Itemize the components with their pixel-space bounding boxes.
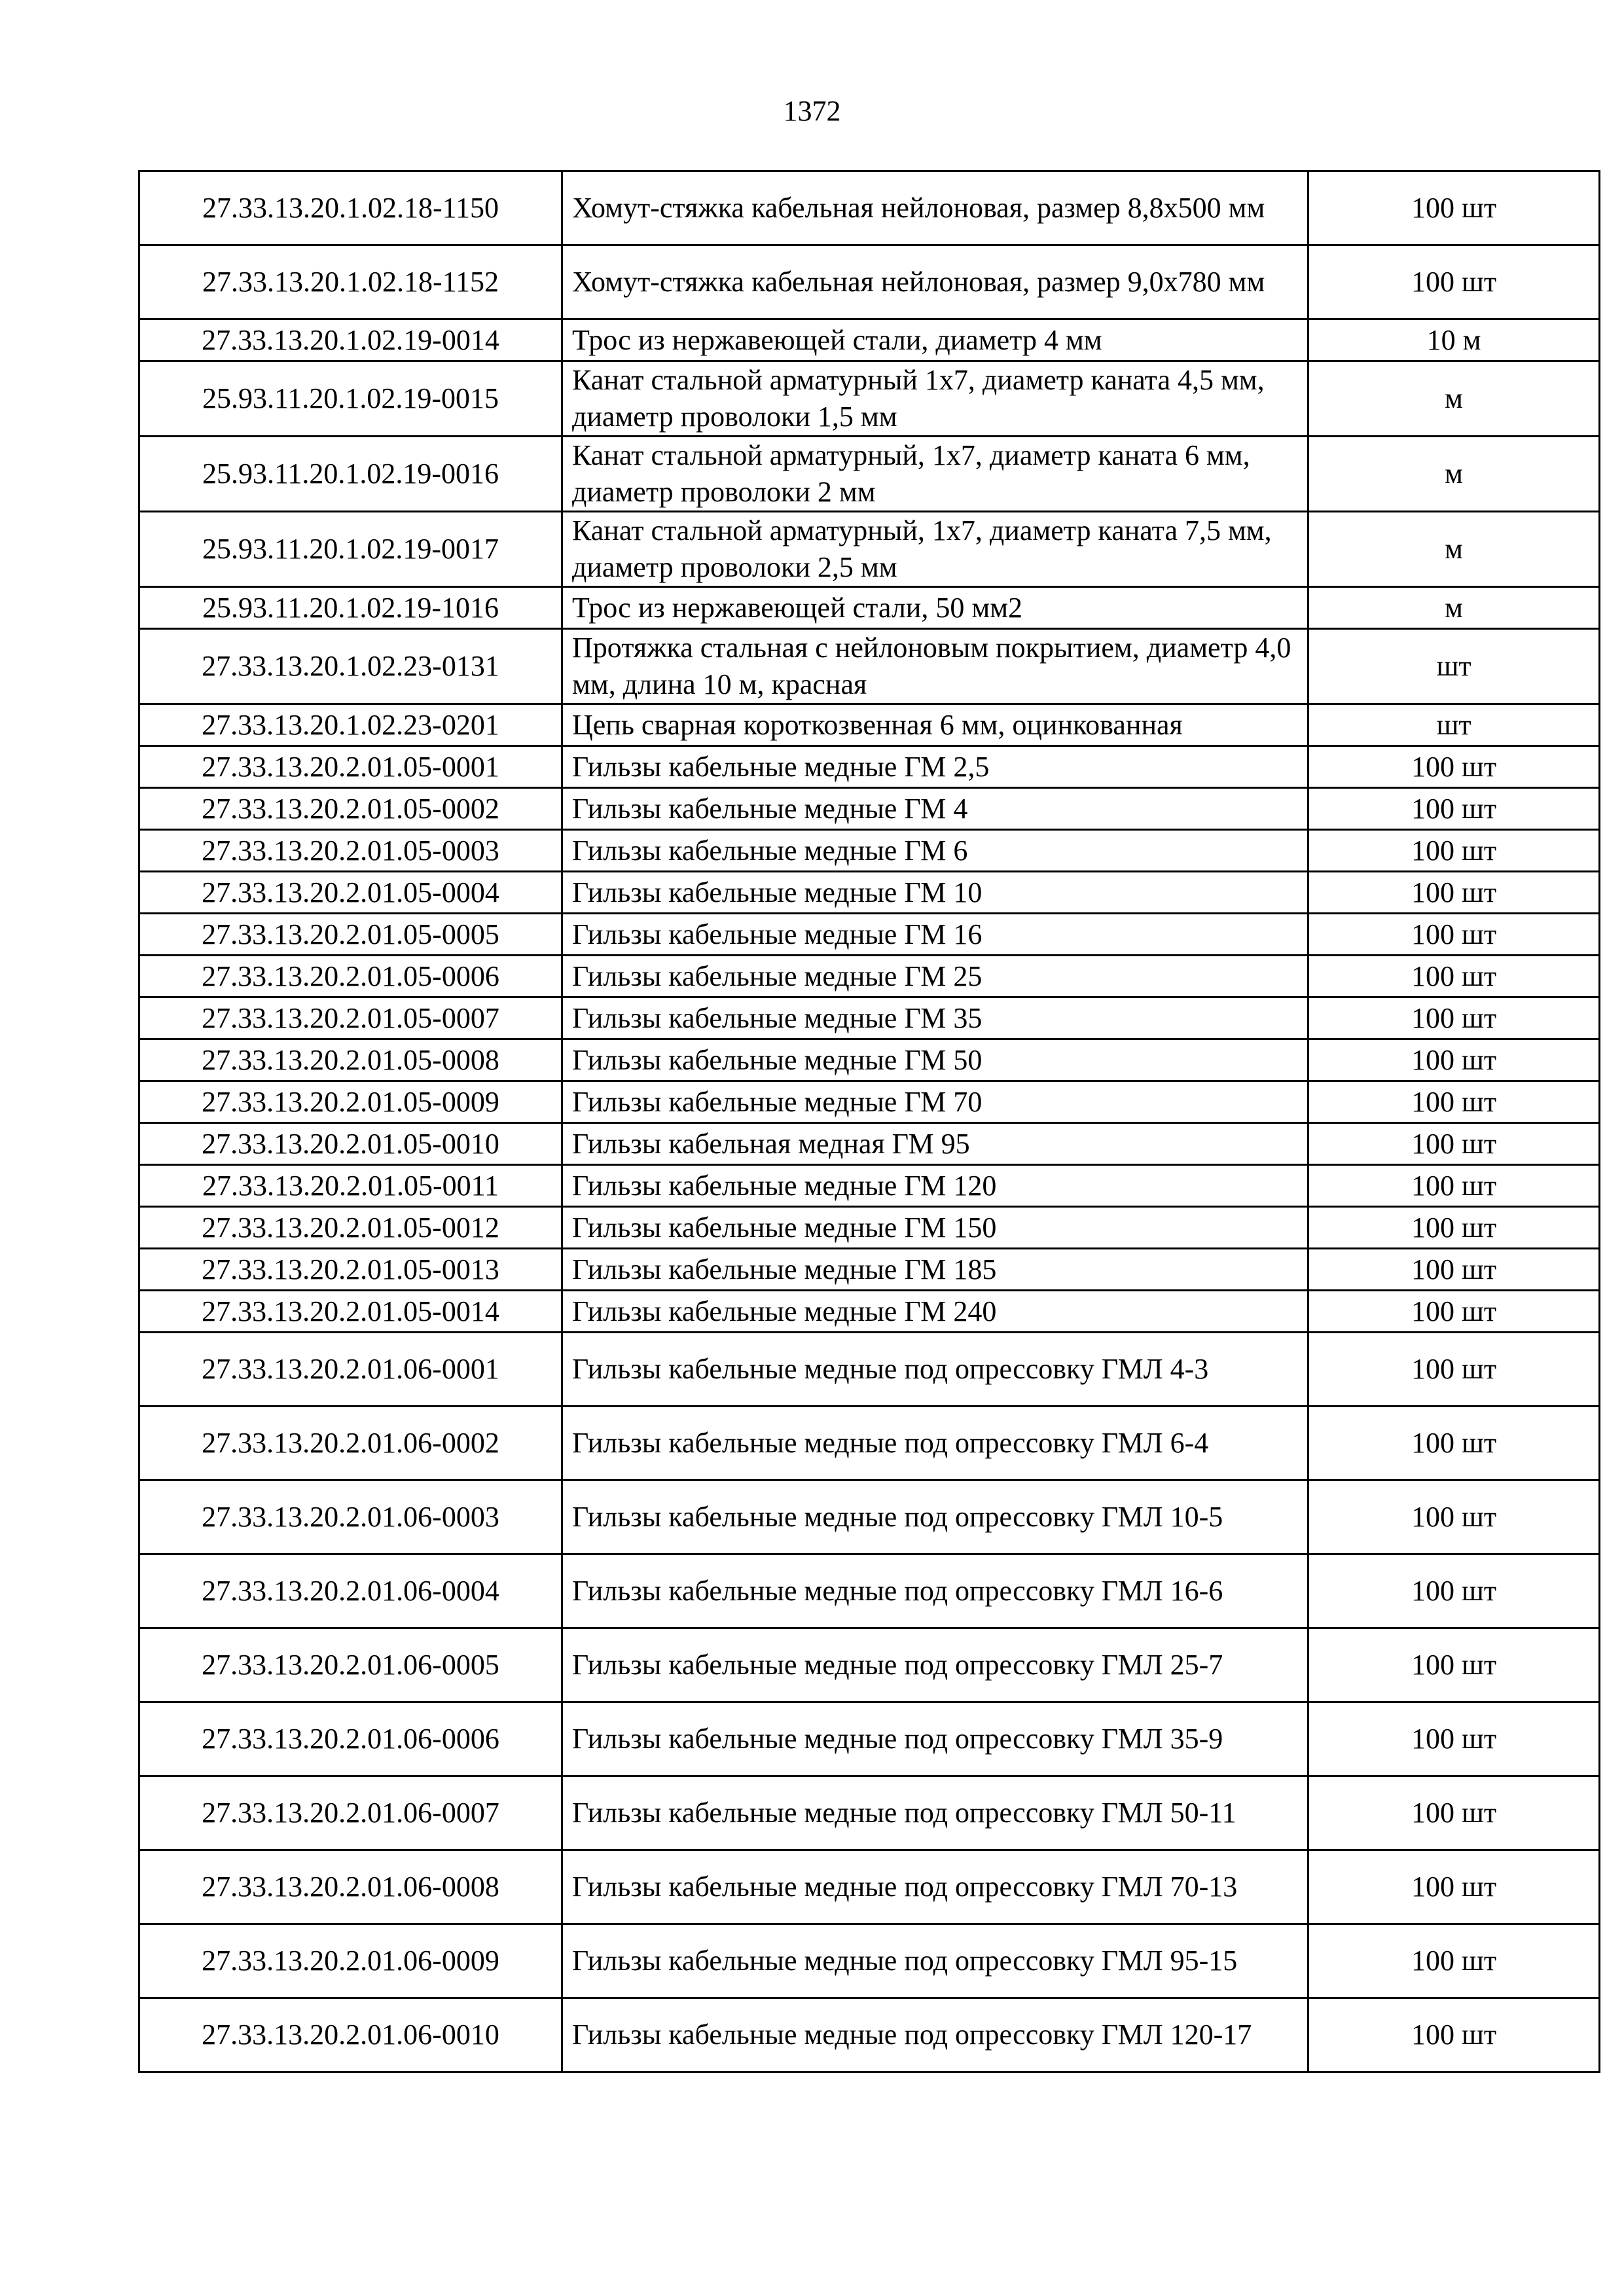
- table-row: [139, 1407, 1600, 1480]
- item-code: 27.33.13.20.2.01.06-0001: [139, 1333, 562, 1407]
- item-unit: 100 шт: [1308, 1998, 1600, 2072]
- item-name: Гильзы кабельные медные под опрессовку ГМЛ 16-6: [562, 1554, 1308, 1628]
- item-name: Гильзы кабельная медная ГМ 95: [562, 1123, 1308, 1165]
- table-row: [139, 629, 1600, 704]
- item-name: Гильзы кабельные медные ГМ 25: [562, 956, 1308, 997]
- item-name: Трос из нержавеющей стали, 50 мм2: [562, 587, 1308, 629]
- item-name: Гильзы кабельные медные под опрессовку ГМЛ 70-13: [562, 1850, 1308, 1924]
- item-code: 27.33.13.20.2.01.05-0014: [139, 1291, 562, 1333]
- item-unit: 100 шт: [1308, 1850, 1600, 1924]
- item-code: 27.33.13.20.2.01.05-0001: [139, 746, 562, 788]
- table-row: [139, 437, 1600, 512]
- table-row: [139, 1081, 1600, 1123]
- table-row: [139, 1924, 1600, 1998]
- item-code: 27.33.13.20.1.02.19-0014: [139, 319, 562, 361]
- item-name: Гильзы кабельные медные ГМ 50: [562, 1039, 1308, 1081]
- item-unit: 100 шт: [1308, 872, 1600, 914]
- table-row: [139, 1039, 1600, 1081]
- item-unit: шт: [1308, 704, 1600, 746]
- item-code: 27.33.13.20.2.01.06-0009: [139, 1924, 562, 1998]
- item-name: Гильзы кабельные медные ГМ 120: [562, 1165, 1308, 1207]
- item-name: Канат стальной арматурный, 1х7, диаметр каната 6 мм, диаметр проволоки 2 мм: [562, 437, 1308, 512]
- item-code: 27.33.13.20.2.01.06-0003: [139, 1480, 562, 1554]
- table-row: [139, 997, 1600, 1039]
- item-name: Гильзы кабельные медные ГМ 70: [562, 1081, 1308, 1123]
- item-unit: 100 шт: [1308, 956, 1600, 997]
- item-name: Канат стальной арматурный 1х7, диаметр каната 4,5 мм, диаметр проволоки 1,5 мм: [562, 361, 1308, 437]
- items-table: [138, 170, 1600, 2073]
- item-name: Гильзы кабельные медные ГМ 4: [562, 788, 1308, 830]
- item-code: 27.33.13.20.2.01.05-0009: [139, 1081, 562, 1123]
- item-code: 27.33.13.20.2.01.06-0010: [139, 1998, 562, 2072]
- item-name: Гильзы кабельные медные ГМ 10: [562, 872, 1308, 914]
- item-code: 27.33.13.20.2.01.06-0008: [139, 1850, 562, 1924]
- item-unit: 100 шт: [1308, 1291, 1600, 1333]
- item-unit: 100 шт: [1308, 1123, 1600, 1165]
- item-unit: 100 шт: [1308, 1333, 1600, 1407]
- item-code: 27.33.13.20.2.01.05-0006: [139, 956, 562, 997]
- item-code: 27.33.13.20.1.02.23-0201: [139, 704, 562, 746]
- item-unit: 100 шт: [1308, 830, 1600, 872]
- item-code: 25.93.11.20.1.02.19-0017: [139, 512, 562, 587]
- table-row: [139, 1480, 1600, 1554]
- page-number: 1372: [783, 95, 841, 127]
- table-row: [139, 1165, 1600, 1207]
- table-row: [139, 1249, 1600, 1291]
- item-code: 25.93.11.20.1.02.19-0016: [139, 437, 562, 512]
- item-name: Гильзы кабельные медные ГМ 16: [562, 914, 1308, 956]
- item-unit: 100 шт: [1308, 1407, 1600, 1480]
- table-row: [139, 1207, 1600, 1249]
- item-code: 27.33.13.20.1.02.23-0131: [139, 629, 562, 704]
- item-code: 27.33.13.20.2.01.05-0010: [139, 1123, 562, 1165]
- item-name: Гильзы кабельные медные ГМ 2,5: [562, 746, 1308, 788]
- table-row: [139, 171, 1600, 245]
- item-name: Гильзы кабельные медные под опрессовку ГМЛ 95-15: [562, 1924, 1308, 1998]
- table-row: [139, 512, 1600, 587]
- table-row: [139, 956, 1600, 997]
- item-name: Канат стальной арматурный, 1х7, диаметр каната 7,5 мм, диаметр проволоки 2,5 мм: [562, 512, 1308, 587]
- item-name: Хомут-стяжка кабельная нейлоновая, размер 8,8х500 мм: [562, 171, 1308, 245]
- item-code: 25.93.11.20.1.02.19-0015: [139, 361, 562, 437]
- item-unit: 100 шт: [1308, 245, 1600, 319]
- item-unit: м: [1308, 587, 1600, 629]
- item-code: 27.33.13.20.2.01.06-0006: [139, 1702, 562, 1776]
- item-name: Гильзы кабельные медные под опрессовку ГМЛ 50-11: [562, 1776, 1308, 1850]
- table-row: [139, 1628, 1600, 1702]
- item-unit: 100 шт: [1308, 1039, 1600, 1081]
- item-unit: 100 шт: [1308, 1554, 1600, 1628]
- item-name: Гильзы кабельные медные под опрессовку ГМЛ 25-7: [562, 1628, 1308, 1702]
- item-name: Гильзы кабельные медные под опрессовку ГМЛ 6-4: [562, 1407, 1308, 1480]
- item-code: 27.33.13.20.2.01.05-0012: [139, 1207, 562, 1249]
- item-unit: 100 шт: [1308, 1702, 1600, 1776]
- item-code: 27.33.13.20.1.02.18-1150: [139, 171, 562, 245]
- item-unit: 100 шт: [1308, 1480, 1600, 1554]
- item-unit: 100 шт: [1308, 1924, 1600, 1998]
- item-code: 27.33.13.20.2.01.05-0005: [139, 914, 562, 956]
- table-row: [139, 746, 1600, 788]
- item-unit: 100 шт: [1308, 788, 1600, 830]
- item-code: 27.33.13.20.2.01.05-0011: [139, 1165, 562, 1207]
- item-code: 27.33.13.20.1.02.18-1152: [139, 245, 562, 319]
- table-row: [139, 245, 1600, 319]
- item-name: Гильзы кабельные медные ГМ 150: [562, 1207, 1308, 1249]
- table-row: [139, 319, 1600, 361]
- item-unit: шт: [1308, 629, 1600, 704]
- table-row: [139, 1291, 1600, 1333]
- item-unit: 100 шт: [1308, 746, 1600, 788]
- item-name: Гильзы кабельные медные ГМ 35: [562, 997, 1308, 1039]
- item-unit: 100 шт: [1308, 171, 1600, 245]
- item-code: 27.33.13.20.2.01.05-0003: [139, 830, 562, 872]
- item-code: 27.33.13.20.2.01.05-0013: [139, 1249, 562, 1291]
- table-row: [139, 1776, 1600, 1850]
- item-code: 27.33.13.20.2.01.05-0002: [139, 788, 562, 830]
- item-unit: 100 шт: [1308, 1081, 1600, 1123]
- item-unit: 100 шт: [1308, 1165, 1600, 1207]
- table-row: [139, 830, 1600, 872]
- item-name: Гильзы кабельные медные под опрессовку ГМЛ 35-9: [562, 1702, 1308, 1776]
- table-row: [139, 1702, 1600, 1776]
- table-row: [139, 704, 1600, 746]
- item-name: Цепь сварная короткозвенная 6 мм, оцинкованная: [562, 704, 1308, 746]
- item-name: Хомут-стяжка кабельная нейлоновая, размер 9,0х780 мм: [562, 245, 1308, 319]
- table-row: [139, 872, 1600, 914]
- item-code: 27.33.13.20.2.01.06-0002: [139, 1407, 562, 1480]
- item-unit: м: [1308, 437, 1600, 512]
- item-code: 27.33.13.20.2.01.06-0007: [139, 1776, 562, 1850]
- table-row: [139, 1998, 1600, 2072]
- item-name: Протяжка стальная с нейлоновым покрытием, диаметр 4,0 мм, длина 10 м, красная: [562, 629, 1308, 704]
- item-code: 27.33.13.20.2.01.05-0007: [139, 997, 562, 1039]
- table-row: [139, 1123, 1600, 1165]
- item-unit: 10 м: [1308, 319, 1600, 361]
- item-name: Гильзы кабельные медные ГМ 6: [562, 830, 1308, 872]
- table-row: [139, 361, 1600, 437]
- item-code: 27.33.13.20.2.01.05-0008: [139, 1039, 562, 1081]
- item-name: Гильзы кабельные медные ГМ 240: [562, 1291, 1308, 1333]
- item-name: Гильзы кабельные медные под опрессовку ГМЛ 120-17: [562, 1998, 1308, 2072]
- table-row: [139, 788, 1600, 830]
- item-unit: 100 шт: [1308, 997, 1600, 1039]
- table-row: [139, 1554, 1600, 1628]
- table-row: [139, 587, 1600, 629]
- item-unit: 100 шт: [1308, 1776, 1600, 1850]
- item-name: Трос из нержавеющей стали, диаметр 4 мм: [562, 319, 1308, 361]
- table-row: [139, 1333, 1600, 1407]
- item-name: Гильзы кабельные медные под опрессовку ГМЛ 10-5: [562, 1480, 1308, 1554]
- item-unit: м: [1308, 512, 1600, 587]
- item-code: 27.33.13.20.2.01.06-0004: [139, 1554, 562, 1628]
- item-code: 25.93.11.20.1.02.19-1016: [139, 587, 562, 629]
- item-unit: 100 шт: [1308, 1249, 1600, 1291]
- item-code: 27.33.13.20.2.01.05-0004: [139, 872, 562, 914]
- item-unit: 100 шт: [1308, 1207, 1600, 1249]
- item-unit: 100 шт: [1308, 914, 1600, 956]
- item-name: Гильзы кабельные медные ГМ 185: [562, 1249, 1308, 1291]
- table-row: [139, 1850, 1600, 1924]
- item-name: Гильзы кабельные медные под опрессовку ГМЛ 4-3: [562, 1333, 1308, 1407]
- item-unit: 100 шт: [1308, 1628, 1600, 1702]
- item-unit: м: [1308, 361, 1600, 437]
- table-row: [139, 914, 1600, 956]
- item-code: 27.33.13.20.2.01.06-0005: [139, 1628, 562, 1702]
